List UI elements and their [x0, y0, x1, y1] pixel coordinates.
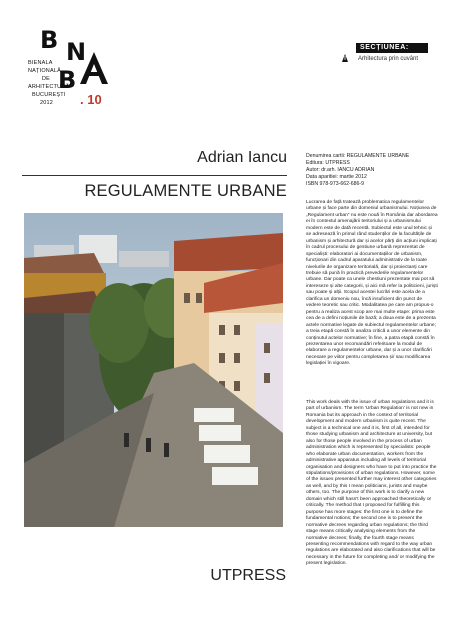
text-english — [306, 400, 438, 568]
logo-line: DE — [42, 76, 51, 82]
meta-line: Data aparitiei: martie 2012 — [306, 174, 367, 180]
section-subtitle: Arhitectura prin cuvânt — [358, 56, 419, 62]
text-romanian — [306, 200, 438, 368]
book-title: REGULAMENTE URBANE — [84, 182, 287, 200]
logo-line: 2012 — [40, 100, 54, 106]
bnab-logo — [18, 8, 138, 108]
logo-line: ARHITECTURĂ — [28, 84, 70, 90]
logo-subtitle — [28, 59, 69, 107]
logo-letter-b1: B — [40, 26, 59, 54]
section-label: SECȚIUNEA: — [360, 44, 409, 51]
meta-line: ISBN 978-973-662-686-9 — [306, 181, 364, 187]
logo-line: BIENALA — [28, 60, 53, 66]
logo-a-shape — [78, 50, 110, 86]
paragraph-ro: Lucrarea de față tratează problematica regulamentelor urbane și face parte din domeniul urbanismului. Noțiunea de „Regulament urban” nu este nouă în România dar abordarea ei în contextul amenajării teritoriului și a urbanismului modern este de dată recentă. Subiectul este unul tehnic și se adresează în primul rând studenților de la facultățile de urbanism și arhitectură dar și acelor părți din acțiuni implicați în cadrul procesului de gestiune urbană reprezentat de specialiști: elaboratori ai documentațiilor de urbanism, funcționari din cadrul aparatului administrativ de la toate nivelurile de organizare teritorială, dar și proiectanți care trebuie să pună în practică prevederile regulamentelor urbane. Dar poate ca unele chestiuni prezentate mai pot să intereseze și alte categorii, și aici mă refer la politicieni, juriști sau poate și alții. Scopul acestei lucrări este acela de a clarifica un domeniu nou, încă insuficient din punct de vedere teoretic sau critic. Modalitatea pe care am propus-o pentru a realiza acest scop are mai multe etape: prima este cea de a defini noțiunile de bază; a doua este de a prezenta actele normative legate de subiectul regulamentelor urbane; a treia etapă constă în analiza critică a unor elemente din conținutul actelor normative; în fine, a patra etapă constă în prezentarea unor recomandări referitoare la modul de elaborare a regulamentelor urbane, dar și a unor clarificări necesare pe viitor pentru completarea și/ sau modificarea legislației în vigoare. — [306, 200, 438, 367]
publisher-name: UTPRESS — [210, 567, 286, 584]
edition-number: . 10 — [80, 92, 102, 107]
meta-line: Editura: UTPRESS — [306, 160, 350, 166]
logo-line: BUCUREȘTI — [32, 92, 66, 98]
meta-line: Autor: dr.arh. IANCU ADRIAN — [306, 167, 375, 173]
meta-line: Denumirea cartii: REGULAMENTE URBANE — [306, 153, 410, 159]
author-name: Adrian Iancu — [197, 149, 287, 166]
book-metadata — [306, 153, 436, 188]
pen-nib-icon — [340, 53, 350, 63]
street-photo — [24, 213, 283, 527]
logo-letter-n: N — [66, 38, 87, 66]
logo-line: NAȚIONALĂ — [28, 68, 61, 74]
logo-letter-b2: B — [58, 66, 77, 94]
paragraph-en: This work deals with the issue of urban regulations and it is part of urbanism. The term 'Urban Regulation' is not new in Romania but its approach in the context of territorial development and modern urbanism is quite recent. The subject is a technical one and it is, first of all, intended for those studying urbanism and architecture at university, but also for those people involved in the process of urban administration which is represented by specialists: people who elaborate urban documentation, workers from the administrative apparatus including all levels of territorial organisation and designers who have to put into practice the stipulations/provisions of urban regulations. However, some of the issues presented further may interest other categories as well, and by this I mean politicians, jurists and maybe others, too. The purpose of this work is to clarify a new domain which still hasn't been approached theoretically or critically. The method that I proposed for fulfilling this purpose has more stages: the first one is to define the fundamental notions; the second one is to present the normative decrees regarding urban regulations; the third stage means critically analysing elements from the normative decrees; finally, the fourth stage means presenting recommendations with regard to the way urban regulations are elaborated and also clarifications that will be necessary in the future for completing and/ or modifying the present legislation. — [306, 400, 437, 567]
title-divider — [22, 175, 287, 176]
